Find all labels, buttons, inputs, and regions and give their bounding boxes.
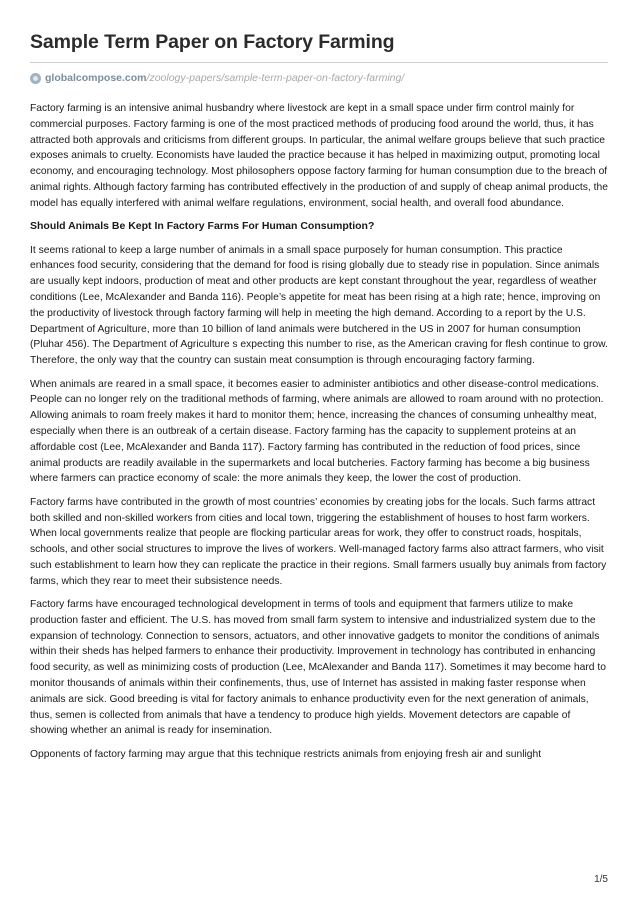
paragraph: Factory farms have encouraged technological development in terms of tools and equipment that farmers utilize to make production faster and efficient. The U.S. has moved from small farm system to intensive and industrialized system due to the expansion of technology. Connection to sensors, actuators, and other innovative gadgets to monitor the conditions of animals within their sheds has helped farmers to enhance their productivity. Improvement in technology has contributed in enhancing food security, as well as minimizing costs of production (Lee, McAlexander and Banda 117). Sometimes it may become hard to monitor thousands of animals within their confinements, thus, use of Internet has assisted in making faster response when animals are sick. Good breeding is vital for factory animals to enhance productivity even for the next generation of animals, thus, semen is collected from animals that have a tendency to produce high yields. Movement detectors are capable of showing whether an animal is ready for insemination. xyxy=(30,599,606,737)
source-domain[interactable]: globalcompose.com xyxy=(45,72,147,84)
document-page xyxy=(30,30,608,770)
source-path[interactable]: /zoology-papers/sample-term-paper-on-factory-farming/ xyxy=(146,72,405,84)
title-divider xyxy=(30,62,608,63)
document-title: Sample Term Paper on Factory Farming xyxy=(30,31,395,53)
globe-icon xyxy=(30,73,41,84)
paragraph: Factory farming is an intensive animal husbandry where livestock are kept in a small space under firm control mainly for commercial purposes. Factory farming is one of the most practiced methods of producing food around the world, thus, it has attracted both approvals and criticisms from different groups. In particular, the animal welfare groups believe that such practice exposes animals to cruelty. Economists have lauded the practice because it has helped in maximizing output, promoting local economy, and encouraging technology. Most philosophers oppose factory farming for human consumption due to the breach of animal rights. Although factory farming has contributed effectively in the production of and supply of cheap animal products, the model has equally interfered with animal welfare regulations, environment, social health, and overall food abundance. xyxy=(30,103,608,209)
section-heading: Should Animals Be Kept In Factory Farms For Human Consumption? xyxy=(30,220,375,233)
page-number: 1/5 xyxy=(594,874,608,885)
paragraph: When animals are reared in a small space, it becomes easier to administer antibiotics and other disease-control medications. People can no longer rely on the traditional methods of farming, where animals are allowed to roam around with no protection. Allowing animals to roam freely makes it hard to monitor them; hence, increasing the chances of consuming unhealthy meat, especially when there is an outbreak of a certain disease. Factory farming has the capacity to supplement proteins at an affordable cost (Lee, McAlexander and Banda 117). Factory farming has contributed in the reduction of food prices, since animal products are readily available in the supermarkets and local butcheries. Factory farming has become a big business where farmers can practice economy of scale: the more animals they keep, the lower the cost of production. xyxy=(30,378,604,485)
paragraph: It seems rational to keep a large number of animals in a small space purposely for human consumption. This practice enhances food security, considering that the demand for food is rising globally due to steady rise in population. Since animals are usually kept indoors, production of meat and other products are kept constant throughout the year, regardless of weather conditions (Lee, McAlexander and Banda 116). People’s appetite for meat has been rising at a high rate; hence, improving on the productivity of livestock through factory farming will help in meeting the high demand. According to a report by the U.S. Department of Agriculture, more than 10 billion of land animals were butchered in the US in 2007 for human consumption (Pluhar 456). The Department of Agriculture s expecting this number to rise, as the American craving for flesh continue to grow. Therefore, the only way that the country can sustain meat consumption is through encouraging factory farming. xyxy=(30,244,608,367)
paragraph: Opponents of factory farming may argue that this technique restricts animals from enjoying fresh air and sunlight xyxy=(30,748,542,760)
paragraph: Factory farms have contributed in the growth of most countries’ economies by creating jobs for the locals. Such farms attract both skilled and non-skilled workers from cities and local town, triggering the establishment of houses to host farm workers. When local governments realize that people are flocking particular areas for work, they offer to construct roads, hospitals, schools, and other social structures to improve the lives of workers. Well-managed factory farms also attract farmers, who visit such establishment to learn how they can replicate the practice in their regions. Small farmers usually buy animals from factory farms, which they rear to meet their subsistence needs. xyxy=(30,496,607,587)
document-body xyxy=(30,101,608,763)
source-link[interactable] xyxy=(30,70,608,86)
